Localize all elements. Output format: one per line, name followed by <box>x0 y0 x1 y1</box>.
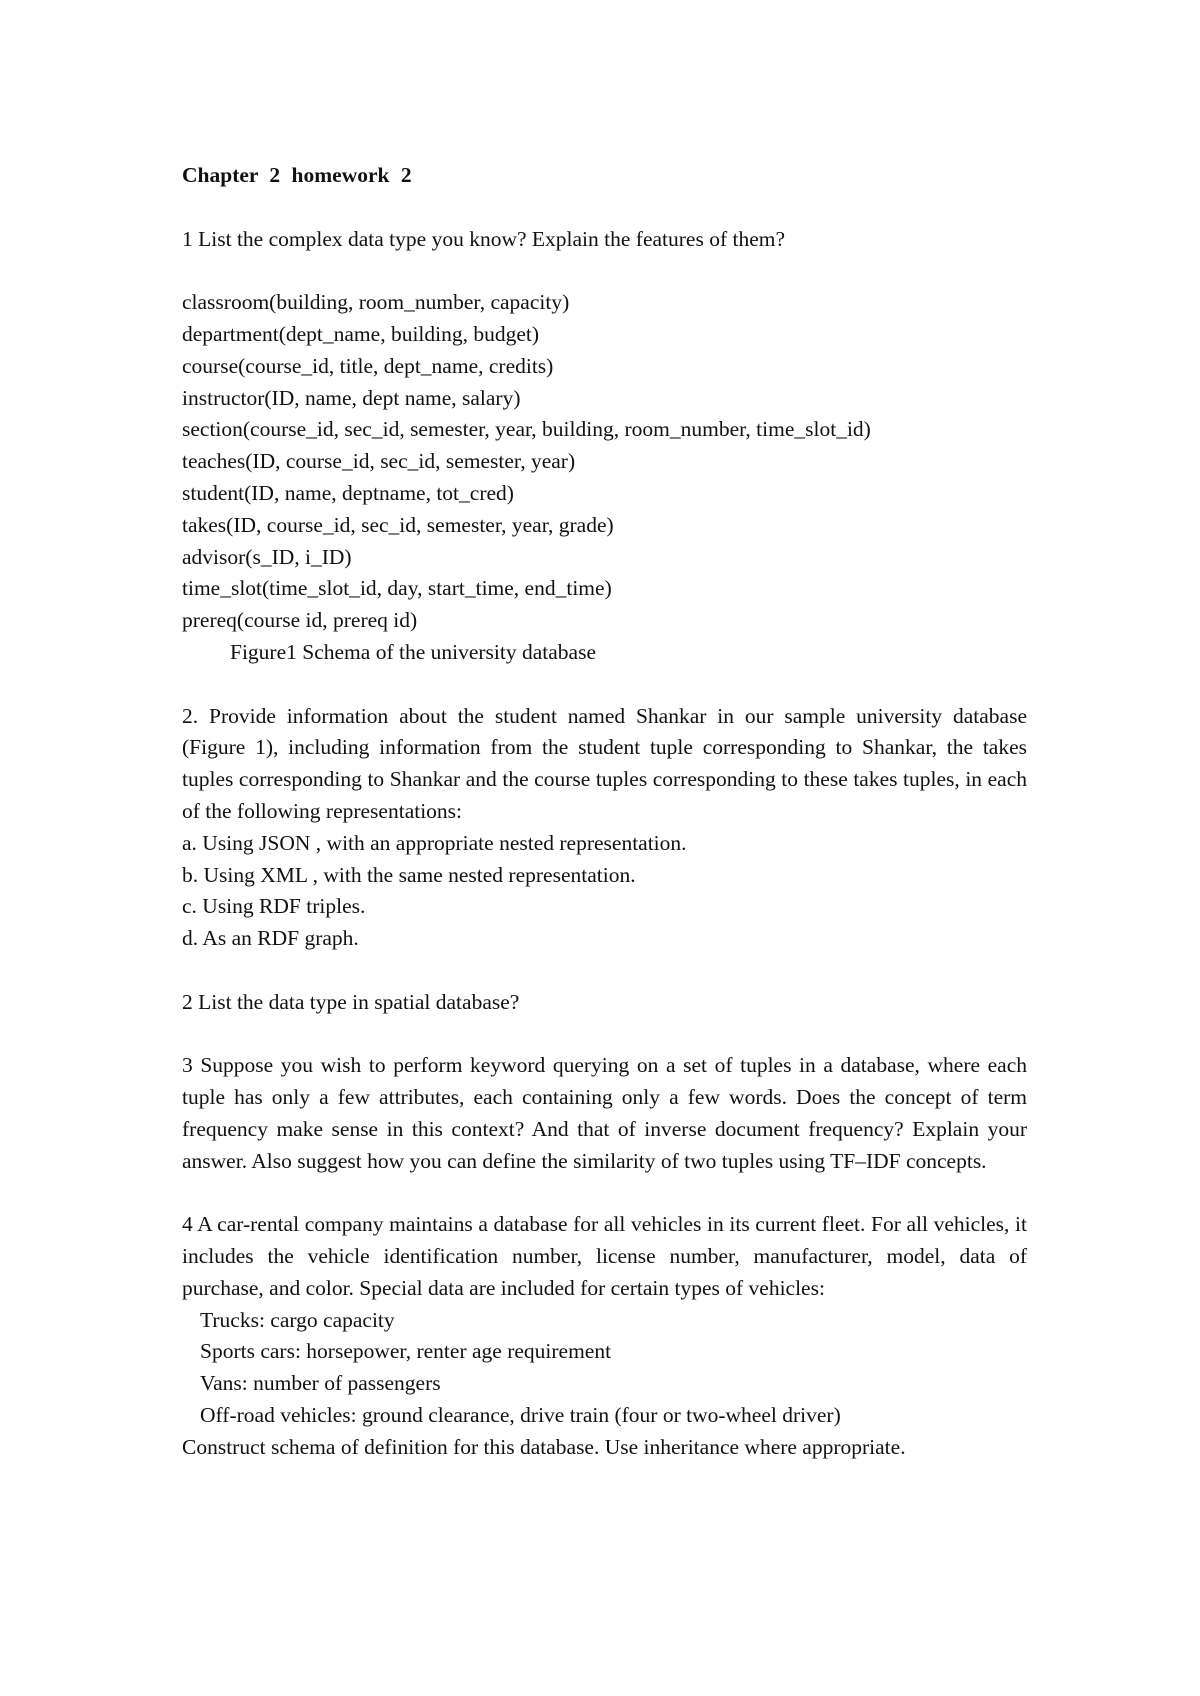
question-4 <box>182 1209 1027 1463</box>
vehicle-type-item: Sports cars: horsepower, renter age requirement <box>200 1339 612 1364</box>
schema-line: time_slot(time_slot_id, day, start_time, end_time) <box>182 576 612 601</box>
spacer <box>182 1178 1027 1210</box>
question-4-text: 4 A car-rental company maintains a database for all vehicles in its current fleet. For all vehicles, it includes the vehicle identification number, license number, manufacturer, model, data of purchase, and color. Special data are included for certain types of vehicles: <box>182 1212 1027 1300</box>
figure-caption: Figure1 Schema of the university database <box>230 639 596 664</box>
schema-list <box>182 287 1027 669</box>
schema-line: prereq(course id, prereq id) <box>182 608 418 633</box>
question-2 <box>182 701 1027 955</box>
spacer <box>182 255 1027 287</box>
question-4-closing: Construct schema of definition for this database. Use inheritance where appropriate. <box>182 1434 906 1459</box>
question-2-item: a. Using JSON , with an appropriate nested representation. <box>182 830 687 855</box>
schema-line: advisor(s_ID, i_ID) <box>182 544 352 569</box>
question-2-item: b. Using XML , with the same nested representation. <box>182 862 636 887</box>
spacer <box>182 192 1027 224</box>
schema-line: takes(ID, course_id, sec_id, semester, year, grade) <box>182 512 614 537</box>
schema-line: teaches(ID, course_id, sec_id, semester, year) <box>182 449 576 474</box>
question-2-text: 2. Provide information about the student named Shankar in our sample university database (Figure 1), including information from the student tuple corresponding to Shankar, the takes tuples corresponding to Shankar and the course tuples corresponding to these takes tuples, in each of the following representations: <box>182 703 1027 823</box>
question-2-item: c. Using RDF triples. <box>182 894 366 919</box>
vehicle-type-item: Off-road vehicles: ground clearance, drive train (four or two-wheel driver) <box>200 1403 841 1428</box>
schema-line: student(ID, name, deptname, tot_cred) <box>182 480 514 505</box>
question-3: 3 Suppose you wish to perform keyword querying on a set of tuples in a database, where each tuple has only a few attributes, each containing only a few words. Does the concept of term frequency make sense in this context? And that of inverse document frequency? Explain your answer. Also suggest how you can define the similarity of two tuples using TF–IDF concepts. <box>182 1053 1027 1173</box>
document-page <box>182 160 1027 1464</box>
schema-line: classroom(building, room_number, capacity) <box>182 290 570 315</box>
page-title: Chapter 2 homework 2 <box>182 163 412 187</box>
question-2-item: d. As an RDF graph. <box>182 926 359 951</box>
spacer <box>182 669 1027 701</box>
schema-line: course(course_id, title, dept_name, credits) <box>182 353 554 378</box>
vehicle-type-item: Trucks: cargo capacity <box>200 1307 395 1332</box>
spacer <box>182 955 1027 987</box>
question-1: 1 List the complex data type you know? Explain the features of them? <box>182 226 786 251</box>
spacer <box>182 1019 1027 1051</box>
schema-line: instructor(ID, name, dept name, salary) <box>182 385 521 410</box>
schema-line: department(dept_name, building, budget) <box>182 321 540 346</box>
question-spatial: 2 List the data type in spatial database? <box>182 989 520 1014</box>
vehicle-type-item: Vans: number of passengers <box>200 1371 441 1396</box>
schema-line: section(course_id, sec_id, semester, year, building, room_number, time_slot_id) <box>182 417 871 442</box>
